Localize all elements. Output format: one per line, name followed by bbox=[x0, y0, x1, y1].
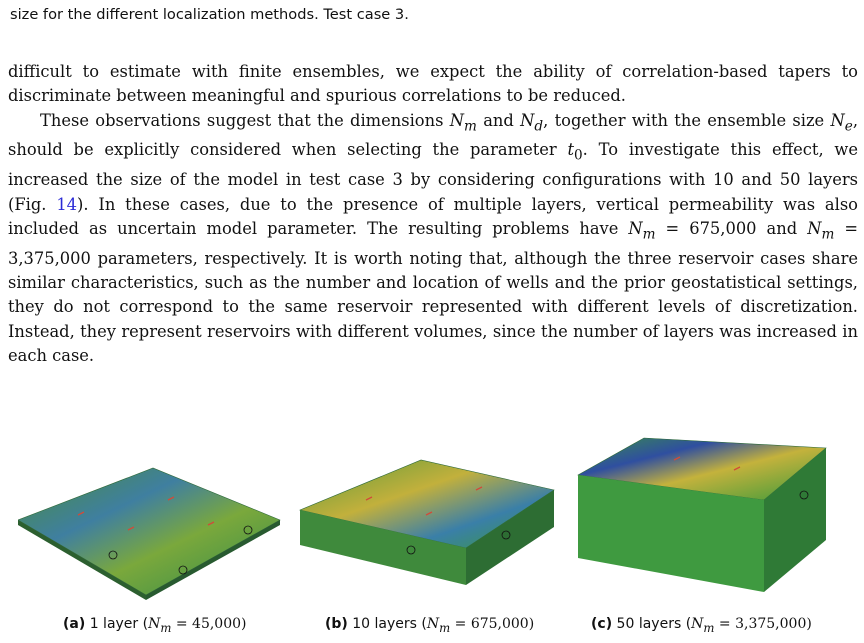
p2-text-3: , should be explicitly considered when selecting the parameter bbox=[8, 110, 858, 160]
p2-text-and: and bbox=[476, 110, 521, 130]
subcaption-a bbox=[63, 616, 247, 635]
subcaption-c-label: (c) bbox=[591, 616, 613, 632]
p2-text-5: ). In these cases, due to the presence of multiple layers, vertical permeability was also included as uncertain model parameter. The resulting problems have bbox=[8, 194, 858, 238]
subcaption-b-var: $N_m$ bbox=[426, 616, 451, 635]
p2-text-1: These observations suggest that the dimensions bbox=[40, 110, 450, 130]
p2-text-eq1: = 675,000 and bbox=[655, 218, 808, 238]
previous-figure-caption-tail: size for the different localization methods. Test case 3. bbox=[10, 6, 409, 23]
reservoir-10-layers-image bbox=[296, 430, 566, 610]
math-nm-b: $N_m$ bbox=[807, 218, 835, 243]
subcaption-a-var: $N_m$ bbox=[148, 616, 172, 635]
subcaption-a-value: = 45,000) bbox=[171, 616, 247, 632]
subcaption-a-text: 1 layer ( bbox=[85, 616, 149, 632]
subcaption-a-label: (a) bbox=[63, 616, 86, 632]
subcaption-b-label: (b) bbox=[325, 616, 348, 632]
math-t0: $t_0$ bbox=[567, 140, 583, 164]
subcaption-c-text: 50 layers ( bbox=[612, 616, 692, 632]
paragraph-1: difficult to estimate with finite ensembles, we expect the ability of correlation-based tapers to discriminate between meaningful and spurious correlations to be reduced. bbox=[8, 62, 858, 106]
subfigure-captions bbox=[0, 613, 864, 639]
reservoir-1-layer-image bbox=[18, 430, 288, 610]
math-ne: $N_e$ bbox=[830, 110, 853, 135]
paragraph-2 bbox=[8, 109, 858, 369]
subcaption-c-var: $N_m$ bbox=[691, 616, 715, 635]
subcaption-c-value: = 3,375,000) bbox=[714, 616, 812, 632]
p2-text-eq2: = 3,375,000 parameters, respectively. It is worth noting that, although the three reservoir cases share similar characteristics, such as the number and location of wells and the prior geostatistical settings, they do not correspond to the same reservoir represented with different levels of discretization. Instead, they represent reservoirs with different volumes, since the number of layers was increased in each case. bbox=[8, 218, 858, 366]
math-nd: $N_d$ bbox=[520, 110, 544, 135]
body-text bbox=[8, 60, 858, 369]
subcaption-b bbox=[325, 616, 534, 635]
math-nm-a: $N_m$ bbox=[628, 218, 656, 243]
subcaption-c bbox=[591, 616, 812, 635]
math-nm: $N_m$ bbox=[449, 110, 477, 135]
subcaption-b-value: = 675,000) bbox=[450, 616, 535, 632]
p2-text-4: . To investigate this effect, we increased the size of the model in test case 3 by considering configurations with 10 and 50 layers (Fig. bbox=[8, 140, 858, 214]
subcaption-b-text: 10 layers ( bbox=[347, 616, 427, 632]
figure-reference-link[interactable]: 14 bbox=[56, 194, 78, 214]
reservoir-50-layers-image bbox=[574, 430, 860, 610]
p2-text-2: , together with the ensemble size bbox=[543, 110, 831, 130]
figure-14 bbox=[0, 430, 864, 610]
